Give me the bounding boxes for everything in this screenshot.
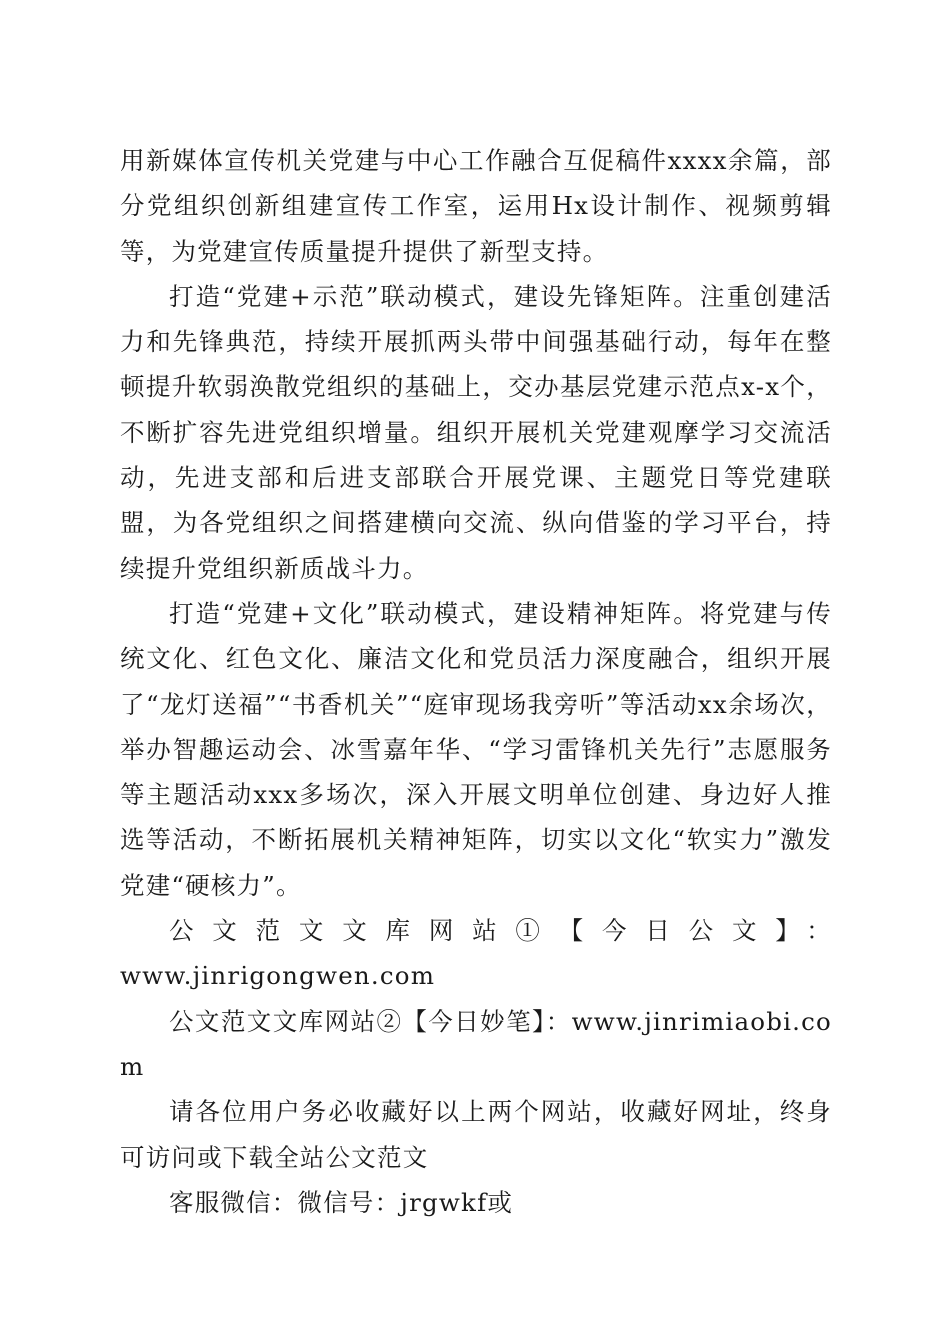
bookmark-notice: 请各位用户务必收藏好以上两个网站，收藏好网址，终身可访问或下载全站公文范文 [120, 1097, 832, 1172]
document-body [120, 138, 832, 1225]
site1-url: www.jinrigongwen.com [120, 961, 436, 991]
paragraph-continuation: 用新媒体宣传机关党建与中心工作融合互促稿件xxxx余篇，部分党组织创新组建宣传工作室，运用Hx设计制作、视频剪辑等，为党建宣传质量提升提供了新型支持。 [120, 146, 832, 266]
site2-line: 公文范文文库网站②【今日妙笔】：www.jinrimiaobi.com [120, 1006, 832, 1081]
paragraph-culture: 打造“党建+文化”联动模式，建设精神矩阵。将党建与传统文化、红色文化、廉洁文化和党员活力深度融合，组织开展了“龙灯送福”“书香机关”“庭审现场我旁听”等活动xx余场次，举办智趣运动会、冰雪嘉年华、“学习雷锋机关先行”志愿服务等主题活动xxx多场次，深入开展文明单位创建、身边好人推选等活动，不断拓展机关精神矩阵，切实以文化“软实力”激发党建“硬核力”。 [120, 598, 832, 900]
paragraph-demonstration: 打造“党建+示范”联动模式，建设先锋矩阵。注重创建活力和先锋典范，持续开展抓两头带中间强基础行动，每年在整顿提升软弱涣散党组织的基础上，交办基层党建示范点x-x个，不断扩容先进党组织增量。组织开展机关党建观摩学习交流活动，先进支部和后进支部联合开展党课、主题党日等党建联盟，为各党组织之间搭建横向交流、纵向借鉴的学习平台，持续提升党组织新质战斗力。 [120, 281, 832, 583]
customer-service-contact: 客服微信：微信号：jrgwkf或 [169, 1187, 514, 1217]
site1-label: 公文范文文库网站①【今日公文】： [169, 916, 832, 946]
